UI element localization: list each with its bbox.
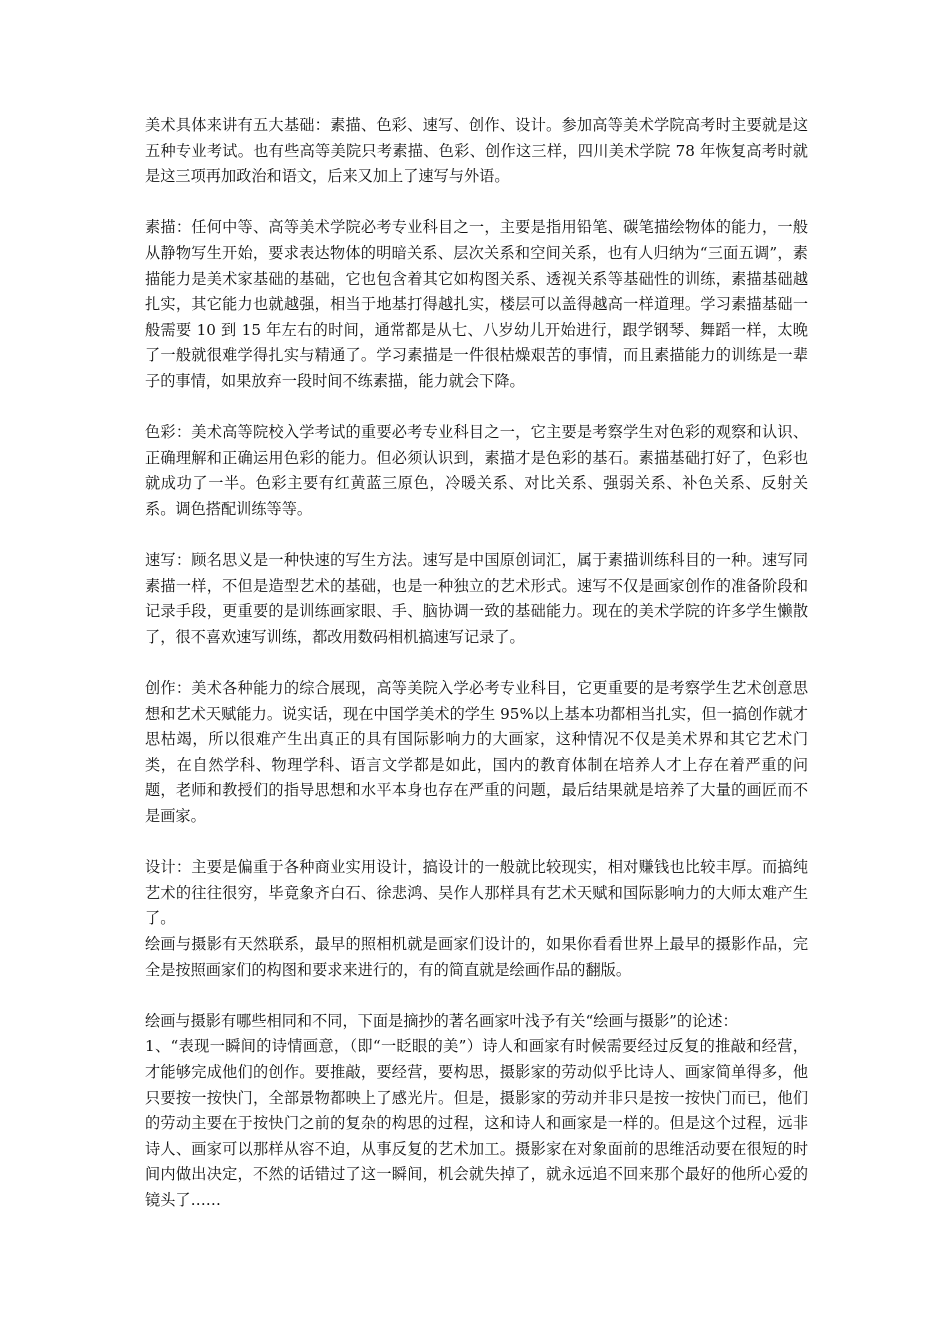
paragraph-sketch: 素描：任何中等、高等美术学院必考专业科目之一，主要是指用铅笔、碳笔描绘物体的能力，一般从静物写生开始，要求表达物体的明暗关系、层次关系和空间关系，也有人归纳为“三面五调”，素描能力是美术家基础的基础，它也包含着其它如构图关系、透视关系等基础性的训练，素描基础越扎实，其它能力也就越强，相当于地基打得越扎实，楼层可以盖得越高一样道理。学习素描基础一般需要 10 到 15 年左右的时间，通常都是从七、八岁幼儿开始进行，跟学钢琴、舞蹈一样，太晚了一般就很难学得扎实与精通了。学习素描是一件很枯燥艰苦的事情，而且素描能力的训练是一辈子的事情，如果放弃一段时间不练素描，能力就会下降。 [145,218,808,390]
paragraph-painting-photography: 绘画与摄影有天然联系，最早的照相机就是画家们设计的，如果你看看世界上最早的摄影作品，完全是按照画家们的构图和要求来进行的，有的简直就是绘画作品的翻版。 [145,935,808,979]
paragraph-spacer [145,650,808,676]
paragraph-spacer [145,395,808,421]
paragraph-spacer [145,523,808,549]
paragraph-design: 设计：主要是偏重于各种商业实用设计，搞设计的一般就比较现实，相对赚钱也比较丰厚。而搞纯艺术的往往很穷，毕竟象齐白石、徐悲鸿、吴作人那样具有艺术天赋和国际影响力的大师太难产生了。 [145,858,808,928]
paragraph-spacer [145,830,808,856]
document-body [145,113,808,1214]
paragraph-spacer [145,983,808,1009]
paragraph-quote-intro: 绘画与摄影有哪些相同和不同，下面是摘抄的著名画家叶浅予有关“绘画与摄影”的论述： [145,1011,738,1030]
paragraph-creation: 创作：美术各种能力的综合展现，高等美院入学必考专业科目，它更重要的是考察学生艺术创意思想和艺术天赋能力。说实话，现在中国学美术的学生 95%以上基本功都相当扎实，但一搞创作就才思枯竭，所以很难产生出真正的具有国际影响力的大画家，这种情况不仅是美术界和其它艺术门类，在自然学科、物理学科、语言文学都是如此，国内的教育体制在培养人才上存在着严重的问题，老师和教授们的指导思想和水平本身也存在严重的问题，最后结果就是培养了大量的画匠而不是画家。 [145,679,808,826]
paragraph-spacer [145,190,808,216]
paragraph-quote-1: 1、“表现一瞬间的诗情画意，（即“一眨眼的美”）诗人和画家有时候需要经过反复的推敲和经营，才能够完成他们的创作。要推敲，要经营，要构思，摄影家的劳动似乎比诗人、画家简单得多，他只要按一按快门，全部景物都映上了感光片。但是，摄影家的劳动并非只是按一按快门而已，他们的劳动主要在于按快门之前的复杂的构思的过程，这和诗人和画家是一样的。但是这个过程，远非诗人、画家可以那样从容不迫，从事反复的艺术加工。摄影家在对象面前的思维活动要在很短的时间内做出决定，不然的话错过了这一瞬间，机会就失掉了，就永远追不回来那个最好的他所心爱的镜头了…… [145,1037,808,1209]
paragraph-intro: 美术具体来讲有五大基础：素描、色彩、速写、创作、设计。参加高等美术学院高考时主要就是这五种专业考试。也有些高等美院只考素描、色彩、创作这三样，四川美术学院 78 年恢复高考时就是这三项再加政治和语文，后来又加上了速写与外语。 [145,116,808,186]
paragraph-color: 色彩：美术高等院校入学考试的重要必考专业科目之一，它主要是考察学生对色彩的观察和认识、正确理解和正确运用色彩的能力。但必须认识到，素描才是色彩的基石。素描基础打好了，色彩也就成功了一半。色彩主要有红黄蓝三原色，冷暖关系、对比关系、强弱关系、补色关系、反射关系。调色搭配训练等等。 [145,423,808,518]
paragraph-quick-sketch: 速写：顾名思义是一种快速的写生方法。速写是中国原创词汇，属于素描训练科目的一种。速写同素描一样，不但是造型艺术的基础，也是一种独立的艺术形式。速写不仅是画家创作的准备阶段和记录手段，更重要的是训练画家眼、手、脑协调一致的基础能力。现在的美术学院的许多学生懒散了，很不喜欢速写训练，都改用数码相机搞速写记录了。 [145,551,808,646]
